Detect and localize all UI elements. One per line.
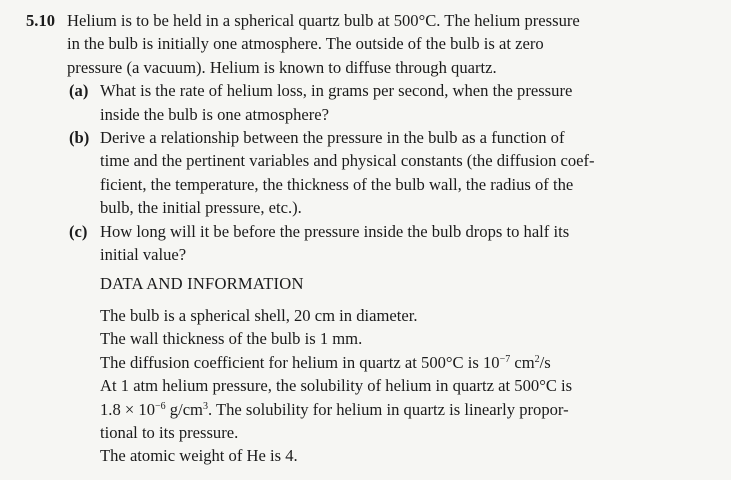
part-line: inside the bulb is one atmosphere? — [100, 104, 330, 124]
data-line: At 1 atm helium pressure, the solubility of helium in quartz at 500°C is — [100, 376, 573, 396]
part-line: bulb, the initial pressure, etc.). — [100, 198, 302, 218]
part-line: How long will it be before the pressure inside the bulb drops to half its — [100, 221, 570, 241]
part-b — [69, 126, 695, 220]
statement-line: pressure (a vacuum). Helium is known to diffuse through quartz. — [67, 57, 497, 77]
part-label: (b) — [69, 128, 90, 148]
part-line: What is the rate of helium loss, in grams per second, when the pressure — [100, 81, 573, 101]
part-line: ficient, the temperature, the thickness of the bulb wall, the radius of the — [100, 174, 574, 194]
data-and-information — [100, 304, 696, 468]
problem-5-10 — [26, 9, 696, 468]
data-line: The wall thickness of the bulb is 1 mm. — [100, 329, 363, 349]
data-line: The diffusion coefficient for helium in quartz at 500°C is $10^{-7}$ $cm^2/s$ — [100, 352, 551, 372]
statement-line: in the bulb is initially one atmosphere. The outside of the bulb is at zero — [67, 34, 544, 54]
problem-statement — [67, 9, 695, 79]
part-line: time and the pertinent variables and physical constants (the diffusion coef- — [100, 151, 595, 171]
data-line: $1.8 \times 10^{-6}$ $g/cm^3$. The solubility for helium in quartz is linearly propor- — [100, 399, 569, 419]
statement-line: Helium is to be held in a spherical quartz bulb at 500°C. The helium pressure — [67, 11, 580, 30]
data-line: The atomic weight of He is 4. — [100, 446, 298, 466]
data-heading: DATA AND INFORMATION — [100, 274, 304, 294]
part-c — [69, 220, 695, 267]
data-line: The bulb is a spherical shell, 20 cm in diameter. — [100, 305, 418, 325]
part-a — [69, 79, 695, 126]
part-line: Derive a relationship between the pressure in the bulb as a function of — [100, 128, 565, 148]
part-label: (a) — [69, 81, 89, 101]
part-line: initial value? — [100, 245, 187, 265]
part-label: (c) — [69, 221, 88, 241]
problem-number: 5.10 — [26, 11, 56, 30]
data-line: tional to its pressure. — [100, 422, 239, 442]
